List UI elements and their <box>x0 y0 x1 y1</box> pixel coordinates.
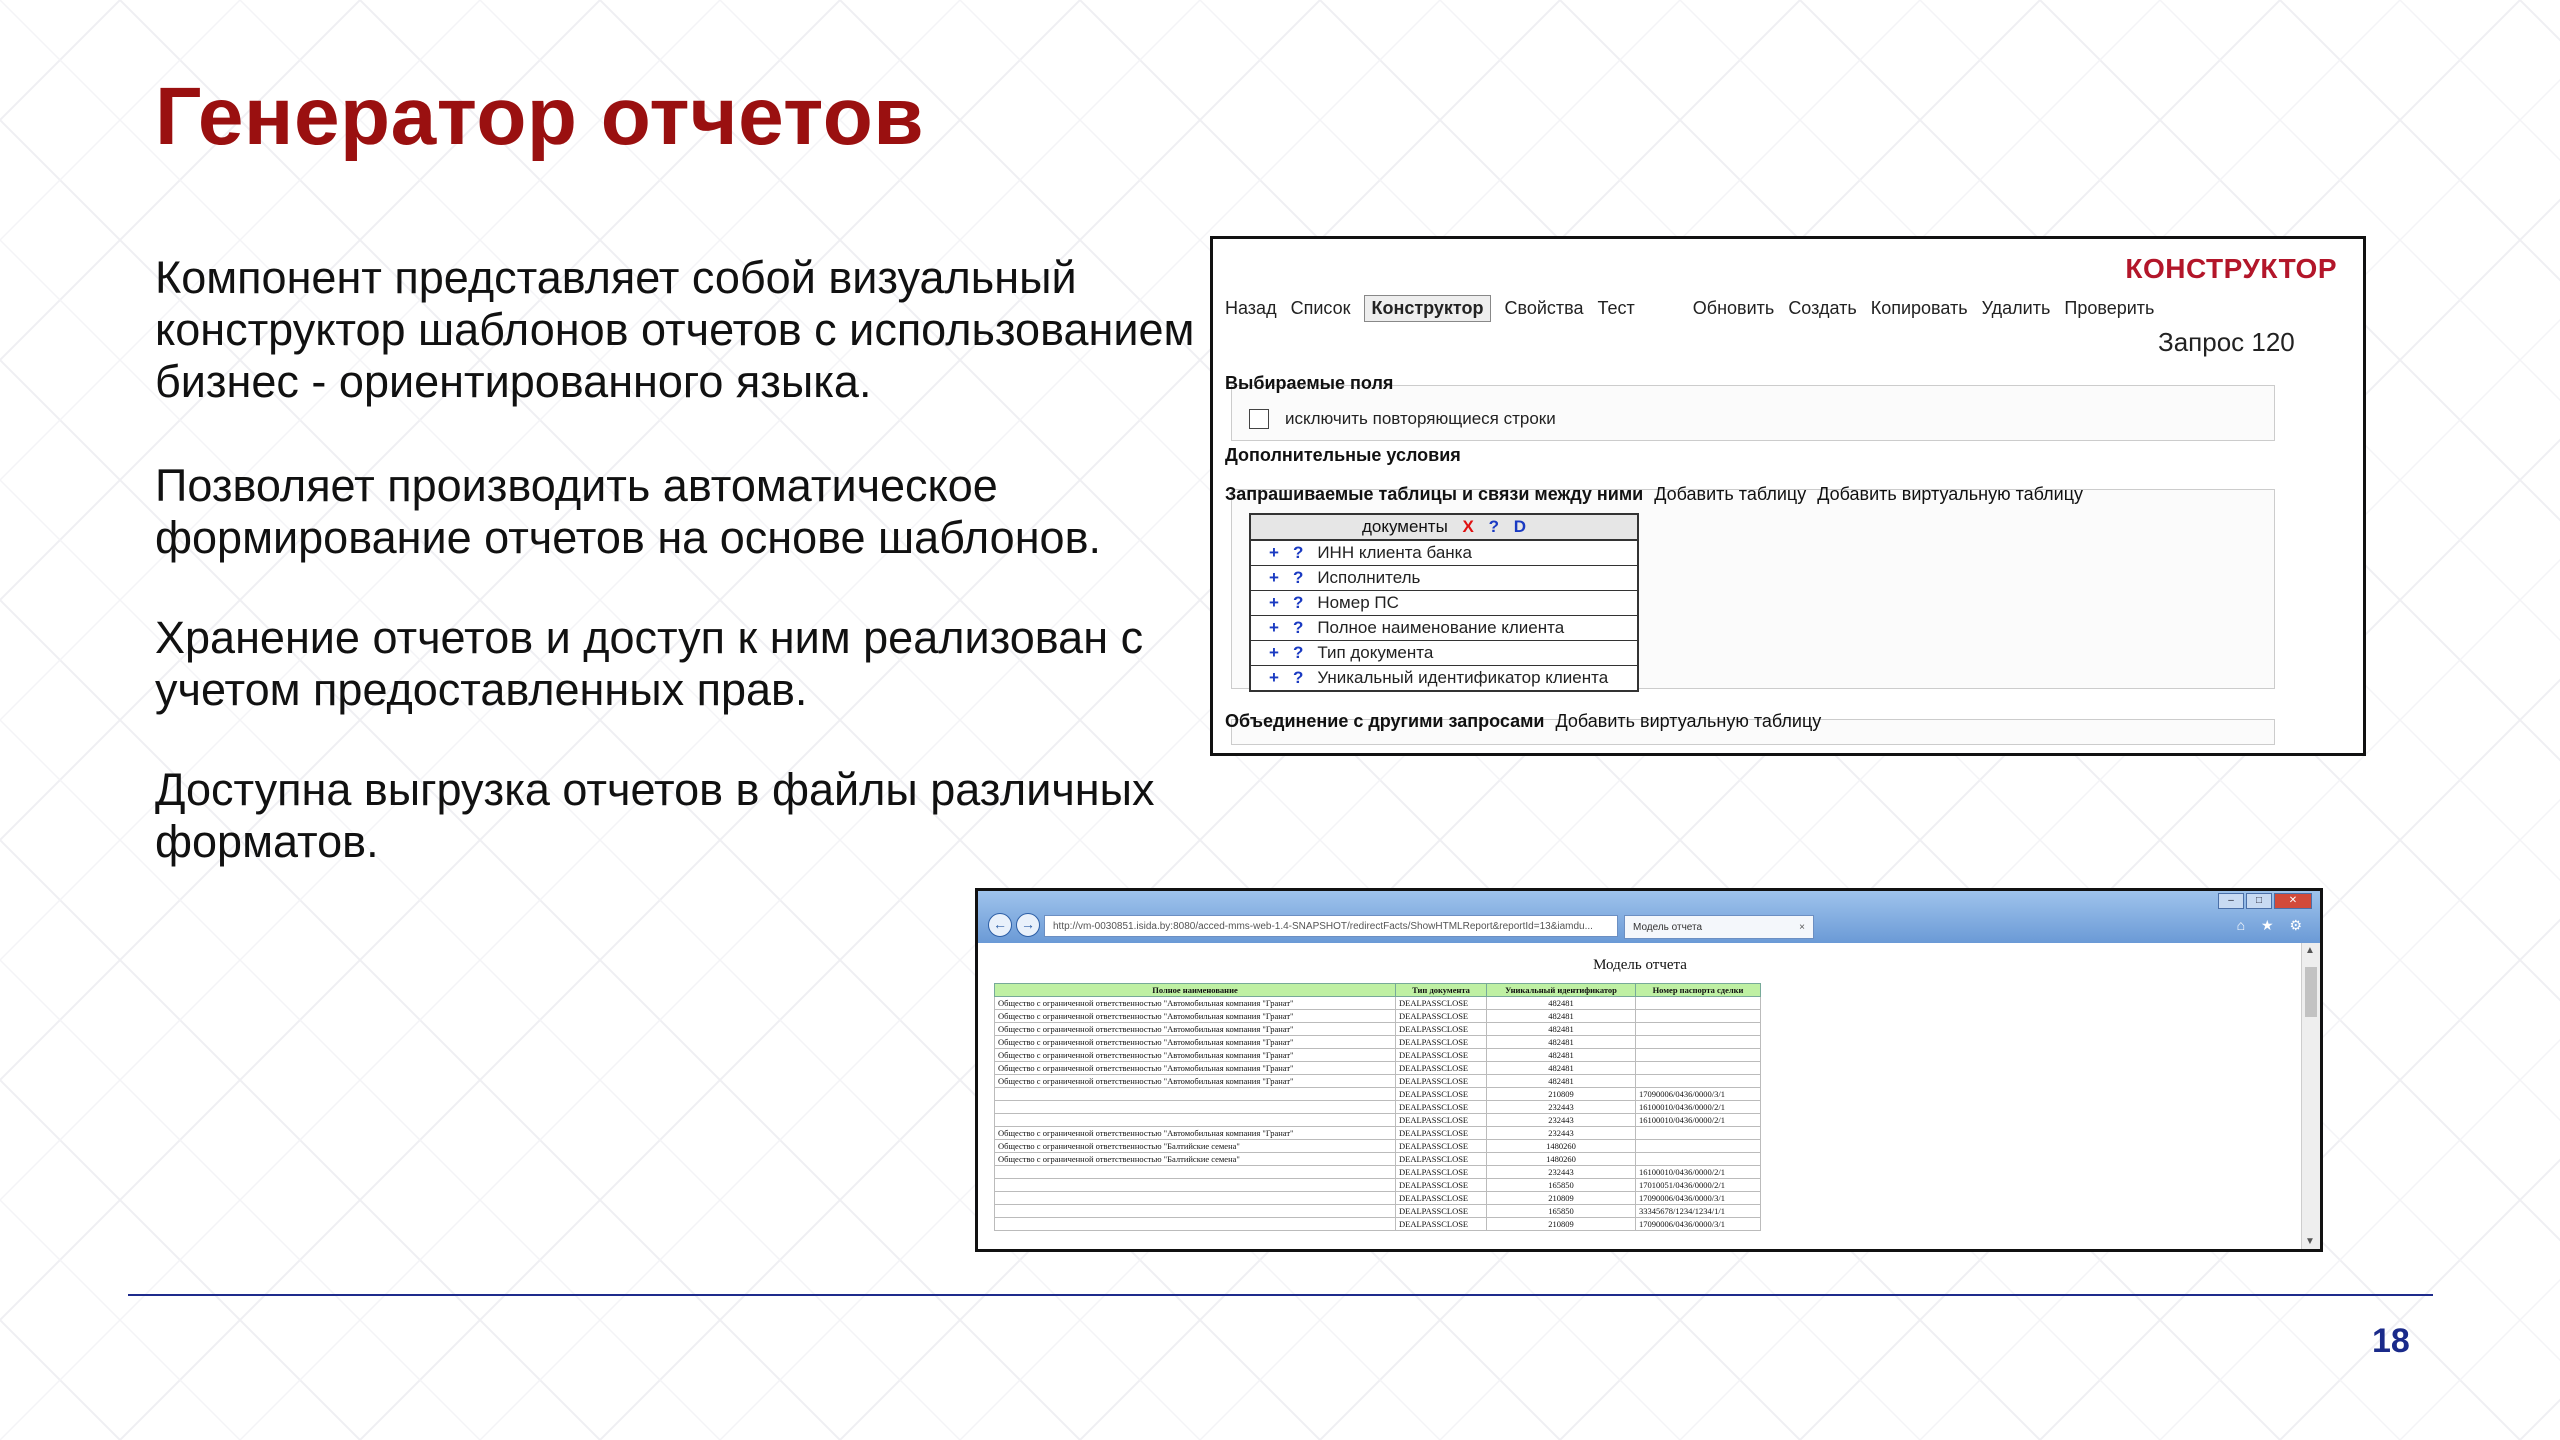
field-row[interactable] <box>1250 540 1638 566</box>
table-help-icon[interactable]: ? <box>1488 517 1500 536</box>
table-cell: 482481 <box>1487 1023 1636 1036</box>
add-field-icon[interactable]: + <box>1269 543 1279 562</box>
table-row <box>995 1010 1761 1023</box>
tab-close-icon[interactable]: × <box>1799 922 1805 933</box>
report-table <box>994 983 1761 1231</box>
table-cell: 210809 <box>1487 1218 1636 1231</box>
table-cell: 33345678/1234/1234/1/1 <box>1636 1205 1761 1218</box>
table-cell <box>995 1088 1396 1101</box>
add-field-icon[interactable]: + <box>1269 593 1279 612</box>
tab-title: Модель отчета <box>1633 922 1703 933</box>
table-row <box>995 1205 1761 1218</box>
table-cell: DEALPASSCLOSE <box>1396 1049 1487 1062</box>
slide-body <box>155 252 1195 920</box>
column-header: Полное наименование <box>995 984 1396 997</box>
field-label: Исполнитель <box>1317 568 1421 587</box>
table-row <box>995 1127 1761 1140</box>
exclude-duplicates-label: исключить повторяющиеся строки <box>1285 409 1556 428</box>
field-help-icon[interactable]: ? <box>1292 543 1304 562</box>
table-row <box>995 1049 1761 1062</box>
menu-properties[interactable]: Свойства <box>1504 297 1584 318</box>
table-cell: DEALPASSCLOSE <box>1396 1218 1487 1231</box>
browser-chrome <box>978 891 2320 943</box>
paragraph-export: Доступна выгрузка отчетов в файлы различных форматов. <box>155 764 1155 867</box>
field-label: Полное наименование клиента <box>1317 618 1565 637</box>
table-cell: 16100010/0436/0000/2/1 <box>1636 1166 1761 1179</box>
table-row <box>995 1023 1761 1036</box>
table-cell <box>995 1192 1396 1205</box>
add-field-icon[interactable]: + <box>1269 568 1279 587</box>
field-row[interactable] <box>1250 616 1638 641</box>
table-details-icon[interactable]: D <box>1513 517 1527 536</box>
scroll-thumb[interactable] <box>2305 967 2317 1017</box>
constructor-brand: КОНСТРУКТОР <box>2125 253 2337 284</box>
exclude-duplicates-checkbox[interactable] <box>1249 409 1269 429</box>
table-row <box>995 1101 1761 1114</box>
field-row[interactable] <box>1250 591 1638 616</box>
paragraph-storage: Хранение отчетов и доступ к ним реализован с учетом предоставленных прав. <box>155 612 1144 715</box>
field-help-icon[interactable]: ? <box>1292 618 1304 637</box>
documents-table <box>1249 513 1639 692</box>
add-table-link[interactable]: Добавить таблицу <box>1654 484 1807 504</box>
table-cell: 1480260 <box>1487 1153 1636 1166</box>
table-cell: Общество с ограниченной ответственностью "Балтийские семена" <box>995 1140 1396 1153</box>
table-row <box>995 997 1761 1010</box>
table-cell: 16100010/0436/0000/2/1 <box>1636 1101 1761 1114</box>
table-cell: 482481 <box>1487 1075 1636 1088</box>
table-cell <box>995 1114 1396 1127</box>
table-cell: Общество с ограниченной ответственностью "Балтийские семена" <box>995 1153 1396 1166</box>
paragraph-component: Компонент представляет собой визуальный конструктор шаблонов отчетов с использованием бизнес - ориентированного языка. <box>155 252 1195 407</box>
column-header: Уникальный идентификатор <box>1487 984 1636 997</box>
field-label: Тип документа <box>1317 643 1434 662</box>
field-label: Номер ПС <box>1317 593 1399 612</box>
menu-create[interactable]: Создать <box>1788 297 1857 318</box>
table-cell <box>1636 1036 1761 1049</box>
table-cell: DEALPASSCLOSE <box>1396 1140 1487 1153</box>
close-icon[interactable]: ✕ <box>2274 893 2312 909</box>
scroll-up-icon[interactable]: ▲ <box>2305 945 2315 956</box>
paragraph-automation: Позволяет производить автоматическое формирование отчетов на основе шаблонов. <box>155 460 1101 563</box>
table-cell: 210809 <box>1487 1192 1636 1205</box>
table-cell: DEALPASSCLOSE <box>1396 1023 1487 1036</box>
extra-conditions-label: Дополнительные условия <box>1225 445 1461 465</box>
table-cell: DEALPASSCLOSE <box>1396 1088 1487 1101</box>
table-row <box>995 1088 1761 1101</box>
table-cell: Общество с ограниченной ответственностью "Автомобильная компания "Гранат" <box>995 1049 1396 1062</box>
table-cell: DEALPASSCLOSE <box>1396 1205 1487 1218</box>
menu-check[interactable]: Проверить <box>2064 297 2155 318</box>
menu-refresh[interactable]: Обновить <box>1692 297 1775 318</box>
browser-screenshot <box>975 888 2323 1252</box>
table-cell <box>1636 1062 1761 1075</box>
table-row <box>995 1114 1761 1127</box>
table-cell: 17090006/0436/0000/3/1 <box>1636 1218 1761 1231</box>
menu-delete[interactable]: Удалить <box>1981 297 2051 318</box>
table-cell <box>1636 1023 1761 1036</box>
menu-test[interactable]: Тест <box>1597 297 1635 318</box>
table-cell: 17010051/0436/0000/2/1 <box>1636 1179 1761 1192</box>
table-row <box>995 1179 1761 1192</box>
table-cell: 482481 <box>1487 1010 1636 1023</box>
scroll-down-icon[interactable]: ▼ <box>2305 1236 2315 1247</box>
field-label: ИНН клиента банка <box>1317 543 1472 562</box>
tables-section <box>1225 484 2083 505</box>
table-cell: DEALPASSCLOSE <box>1396 1075 1487 1088</box>
menu-copy[interactable]: Копировать <box>1870 297 1968 318</box>
field-row[interactable] <box>1250 566 1638 591</box>
maximize-icon[interactable]: □ <box>2246 893 2272 909</box>
table-cell <box>1636 1010 1761 1023</box>
page-number: 18 <box>2372 1322 2410 1360</box>
table-cell: DEALPASSCLOSE <box>1396 1153 1487 1166</box>
table-cell: DEALPASSCLOSE <box>1396 1010 1487 1023</box>
table-row <box>995 1218 1761 1231</box>
table-cell: Общество с ограниченной ответственностью "Автомобильная компания "Гранат" <box>995 1036 1396 1049</box>
table-cell: 17090006/0436/0000/3/1 <box>1636 1192 1761 1205</box>
minimize-icon[interactable]: – <box>2218 893 2244 909</box>
toolbar-icons[interactable]: ⌂ ★ ⚙ <box>2236 917 2308 933</box>
slide-title: Генератор отчетов <box>155 71 925 162</box>
table-cell: Общество с ограниченной ответственностью "Автомобильная компания "Гранат" <box>995 1075 1396 1088</box>
table-cell: DEALPASSCLOSE <box>1396 1192 1487 1205</box>
table-cell: DEALPASSCLOSE <box>1396 1166 1487 1179</box>
table-row <box>995 1153 1761 1166</box>
remove-table-icon[interactable]: X <box>1462 517 1474 536</box>
browser-nav <box>988 913 1044 937</box>
report-table-body <box>995 997 1761 1231</box>
table-cell: Общество с ограниченной ответственностью "Автомобильная компания "Гранат" <box>995 997 1396 1010</box>
tables-label: Запрашиваемые таблицы и связи между ними <box>1225 484 1644 504</box>
table-cell <box>1636 1153 1761 1166</box>
table-cell: Общество с ограниченной ответственностью "Автомобильная компания "Гранат" <box>995 1062 1396 1075</box>
table-cell: 482481 <box>1487 1062 1636 1075</box>
table-row <box>995 1062 1761 1075</box>
table-cell: DEALPASSCLOSE <box>1396 997 1487 1010</box>
selected-fields-label: Выбираемые поля <box>1225 373 1394 393</box>
table-cell: DEALPASSCLOSE <box>1396 1114 1487 1127</box>
table-cell: 17090006/0436/0000/3/1 <box>1636 1088 1761 1101</box>
constructor-menu <box>1225 291 2168 325</box>
table-cell: 482481 <box>1487 1049 1636 1062</box>
table-cell <box>1636 997 1761 1010</box>
browser-page <box>978 943 2302 1249</box>
table-row <box>995 1166 1761 1179</box>
table-cell <box>995 1101 1396 1114</box>
add-virtual-table-link[interactable]: Добавить виртуальную таблицу <box>1817 484 2084 504</box>
table-cell: DEALPASSCLOSE <box>1396 1101 1487 1114</box>
table-cell: 482481 <box>1487 997 1636 1010</box>
table-cell <box>1636 1127 1761 1140</box>
report-title: Модель отчета <box>1593 957 1687 973</box>
table-cell: Общество с ограниченной ответственностью "Автомобильная компания "Гранат" <box>995 1023 1396 1036</box>
table-row <box>995 1075 1761 1088</box>
table-cell <box>1636 1140 1761 1153</box>
table-cell: 232443 <box>1487 1101 1636 1114</box>
table-cell: DEALPASSCLOSE <box>1396 1179 1487 1192</box>
exclude-duplicates-option[interactable] <box>1249 409 1556 429</box>
table-cell: 232443 <box>1487 1114 1636 1127</box>
menu-constructor[interactable]: Конструктор <box>1364 295 1490 322</box>
table-cell <box>1636 1049 1761 1062</box>
field-help-icon[interactable]: ? <box>1292 593 1304 612</box>
forward-arrow-icon[interactable]: → <box>1016 913 1040 937</box>
table-cell: 165850 <box>1487 1179 1636 1192</box>
union-section <box>1225 711 1821 732</box>
column-header: Номер паспорта сделки <box>1636 984 1761 997</box>
menu-back[interactable]: Назад <box>1225 297 1277 318</box>
table-cell: 232443 <box>1487 1166 1636 1179</box>
request-label: Запрос 120 <box>2158 327 2295 357</box>
field-label: Уникальный идентификатор клиента <box>1317 668 1609 687</box>
union-label: Объединение с другими запросами <box>1225 711 1545 731</box>
field-help-icon[interactable]: ? <box>1292 668 1304 687</box>
table-cell <box>995 1218 1396 1231</box>
table-row <box>995 1140 1761 1153</box>
table-cell: 16100010/0436/0000/2/1 <box>1636 1114 1761 1127</box>
address-bar[interactable]: http://vm-0030851.isida.by:8080/acced-mms-web-1.4-SNAPSHOT/redirectFacts/ShowHTMLReport&reportId=13&iamdu... <box>1044 915 1618 937</box>
vertical-scrollbar[interactable] <box>2301 943 2320 1249</box>
add-field-icon[interactable]: + <box>1269 668 1279 687</box>
add-field-icon[interactable]: + <box>1269 643 1279 662</box>
union-add-virtual-table-link[interactable]: Добавить виртуальную таблицу <box>1555 711 1822 731</box>
back-arrow-icon[interactable]: ← <box>988 913 1012 937</box>
documents-table-header <box>1250 514 1638 540</box>
field-help-icon[interactable]: ? <box>1292 568 1304 587</box>
table-cell <box>995 1205 1396 1218</box>
table-cell <box>995 1166 1396 1179</box>
table-cell: 165850 <box>1487 1205 1636 1218</box>
table-cell <box>995 1179 1396 1192</box>
field-row[interactable] <box>1250 641 1638 666</box>
table-row <box>995 1036 1761 1049</box>
table-cell: 210809 <box>1487 1088 1636 1101</box>
browser-tab[interactable] <box>1624 915 1814 939</box>
field-row[interactable] <box>1250 666 1638 692</box>
field-help-icon[interactable]: ? <box>1292 643 1304 662</box>
table-cell <box>1636 1075 1761 1088</box>
table-cell: 482481 <box>1487 1036 1636 1049</box>
add-field-icon[interactable]: + <box>1269 618 1279 637</box>
menu-list[interactable]: Список <box>1290 297 1351 318</box>
constructor-screenshot <box>1210 236 2366 756</box>
column-header: Тип документа <box>1396 984 1487 997</box>
documents-table-name: документы <box>1361 517 1448 536</box>
table-cell: 1480260 <box>1487 1140 1636 1153</box>
table-cell: Общество с ограниченной ответственностью "Автомобильная компания "Гранат" <box>995 1127 1396 1140</box>
table-cell: DEALPASSCLOSE <box>1396 1062 1487 1075</box>
table-row <box>995 1192 1761 1205</box>
table-cell: DEALPASSCLOSE <box>1396 1127 1487 1140</box>
table-cell: 232443 <box>1487 1127 1636 1140</box>
footer-divider <box>128 1294 2433 1296</box>
table-cell: DEALPASSCLOSE <box>1396 1036 1487 1049</box>
window-controls <box>2216 893 2312 909</box>
table-cell: Общество с ограниченной ответственностью "Автомобильная компания "Гранат" <box>995 1010 1396 1023</box>
